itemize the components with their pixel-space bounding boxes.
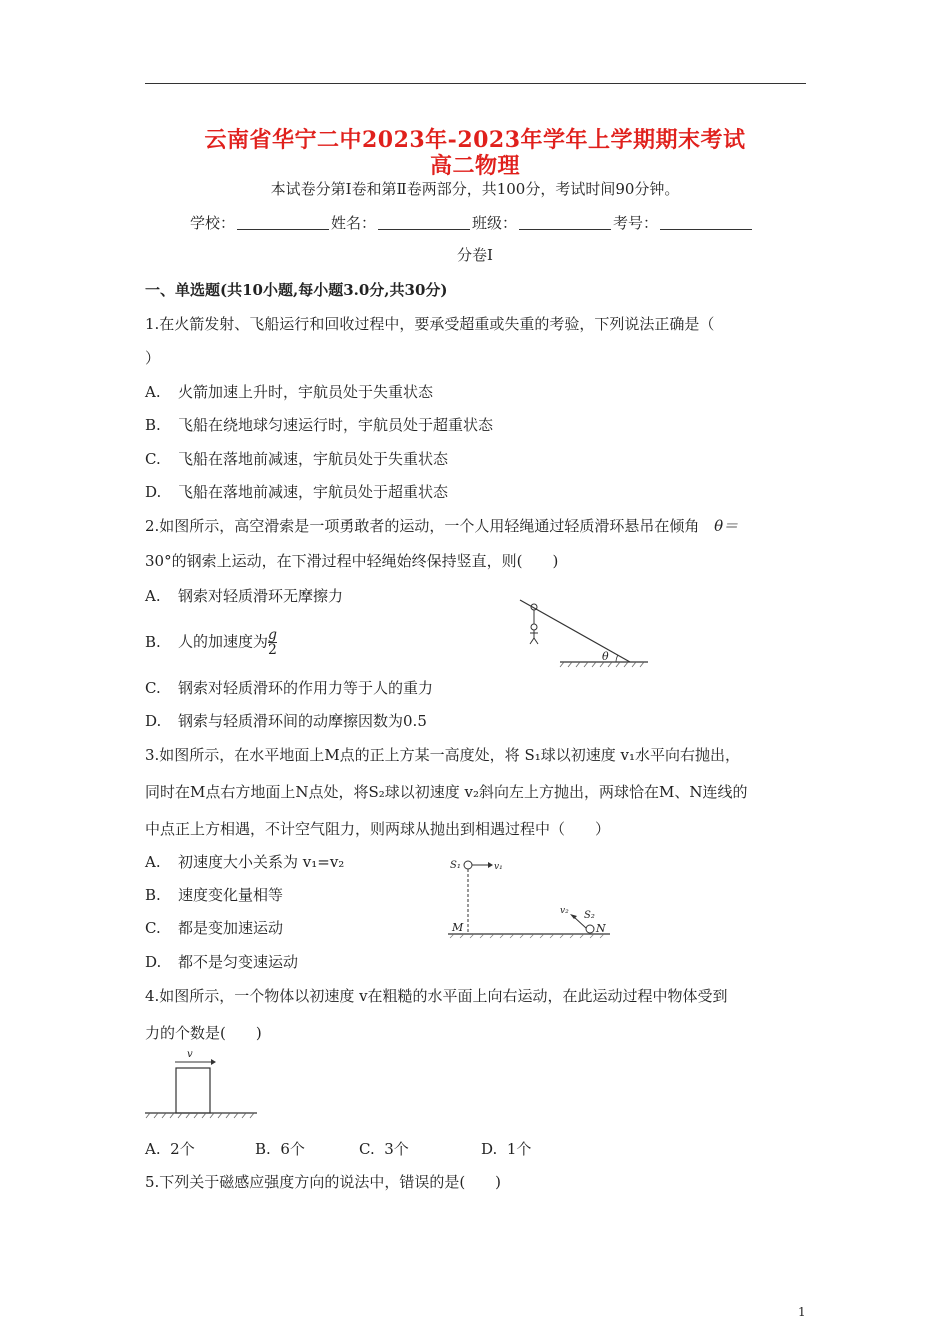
q4-option-b (255, 1138, 359, 1159)
option-label: A. (145, 853, 161, 871)
ball-s1-icon (464, 861, 472, 869)
fraction-numerator: g (268, 627, 277, 643)
person-icon (530, 624, 538, 644)
q1-option-d (145, 481, 448, 502)
ball-s2-icon (586, 925, 594, 933)
option-text: 都不是匀变速运动 (178, 953, 299, 971)
exam-no-label: 考号： (613, 214, 659, 232)
option-label: C. (145, 450, 161, 468)
option-label: B. (145, 416, 161, 434)
q2-stem-line2: 30°的钢索上运动，在下滑过程中轻绳始终保持竖直，则( ) (145, 552, 559, 570)
angle-arc (616, 655, 618, 662)
fraction-denominator: 2 (268, 642, 277, 658)
q2-option-b (145, 628, 277, 657)
q1-option-a (145, 381, 433, 402)
section-label: 分卷Ⅰ (457, 246, 493, 264)
q3-option-c (145, 917, 283, 938)
velocity-arrowhead-icon (211, 1059, 216, 1065)
q4-option-a (145, 1138, 255, 1159)
exam-subtitle: 高二物理 (429, 153, 520, 179)
ground-hatch (146, 1113, 254, 1118)
angle-label: θ (602, 650, 609, 663)
option-text: 2个 (170, 1140, 195, 1158)
q1-option-c (145, 448, 448, 469)
option-label: D. (145, 712, 162, 730)
option-text: 都是变加速运动 (178, 919, 284, 937)
exam-no-blank (660, 215, 752, 230)
option-text: 初速度大小关系为 v₁=v₂ (178, 853, 345, 871)
option-text: 钢索与轻质滑环间的动摩擦因数为0.5 (178, 712, 427, 730)
q4-stem-line2: 力的个数是( ) (145, 1024, 262, 1042)
s2-label: S₂ (584, 910, 595, 921)
q1-option-b (145, 414, 493, 435)
school-blank (237, 215, 329, 230)
q4-options (145, 1138, 531, 1159)
option-text: 钢索对轻质滑环无摩擦力 (178, 587, 344, 605)
v1-label: v₁ (494, 862, 503, 872)
option-text: 1个 (506, 1140, 532, 1158)
exam-title: 云南省华宁二中2023年-2023年学年上学期期末考试 (204, 127, 746, 153)
header-rule (145, 83, 806, 84)
q2-theta: θ＝ (714, 517, 739, 535)
q3-option-b (145, 884, 283, 905)
class-blank (519, 215, 611, 230)
g-over-2-fraction (268, 628, 277, 657)
option-text: 3个 (384, 1140, 409, 1158)
q1-stem-line2: ） (145, 349, 161, 367)
v1-arrowhead-icon (488, 862, 493, 868)
option-label: A. (145, 1140, 161, 1158)
q4-option-d (481, 1140, 531, 1158)
option-label: B. (255, 1140, 271, 1158)
v2-label: v₂ (560, 906, 569, 916)
option-label: A. (145, 383, 161, 401)
block (176, 1068, 210, 1113)
info-fields (190, 212, 754, 233)
option-label: C. (359, 1140, 375, 1158)
option-text: 飞船在落地前减速，宇航员处于失重状态 (178, 450, 449, 468)
school-label: 学校： (190, 214, 236, 232)
q2-stem-text: 2.如图所示，高空滑索是一项勇敢者的运动，一个人用轻绳通过轻质滑环悬吊在倾角 (145, 517, 700, 535)
q3-option-a (145, 851, 344, 872)
name-blank (378, 215, 470, 230)
option-label: D. (145, 953, 162, 971)
exam-intro: 本试卷分第Ⅰ卷和第Ⅱ卷两部分，共100分，考试时间90分钟。 (270, 180, 680, 198)
class-label: 班级： (472, 214, 518, 232)
option-label: D. (145, 483, 162, 501)
q5-stem: 5.下列关于磁感应强度方向的说法中，错误的是( ) (145, 1173, 502, 1191)
q3-option-d (145, 951, 298, 972)
q2-stem-line1 (145, 515, 738, 536)
option-text: 飞船在落地前减速，宇航员处于超重状态 (178, 483, 449, 501)
q1-stem-line1: 1.在火箭发射、飞船运行和回收过程中，要承受超重或失重的考验，下列说法正确是（ (145, 315, 715, 333)
q4-option-c (359, 1138, 481, 1159)
option-label: C. (145, 679, 161, 697)
option-label: C. (145, 919, 161, 937)
v-label: v (187, 1049, 193, 1060)
page-number: 1 (798, 1305, 806, 1319)
option-label: B. (145, 632, 161, 651)
option-text: 速度变化量相等 (178, 886, 284, 904)
option-text: 飞船在绕地球匀速运行时，宇航员处于超重状态 (178, 416, 494, 434)
q3-stem-line2: 同时在M点右方地面上N点处，将S₂球以初速度 v₂斜向左上方抛出，两球恰在M、N连线的 (145, 783, 748, 801)
m-label: M (452, 921, 464, 934)
q3-projectile-figure (448, 852, 613, 940)
q3-stem-line1: 3.如图所示，在水平地面上M点的正上方某一高度处，将 S₁球以初速度 v₁水平向右抛出， (145, 746, 740, 764)
option-label: A. (145, 587, 161, 605)
option-text: 火箭加速上升时，宇航员处于失重状态 (178, 383, 434, 401)
option-text: 人的加速度为 (178, 632, 269, 651)
q4-block-figure (145, 1048, 260, 1120)
option-label: D. (481, 1140, 498, 1158)
q2-zipline-figure (520, 598, 655, 668)
option-text: 钢索对轻质滑环的作用力等于人的重力 (178, 679, 434, 697)
q2-option-a (145, 585, 343, 606)
q4-stem-line1: 4.如图所示，一个物体以初速度 v在粗糙的水平面上向右运动，在此运动过程中物体受到 (145, 987, 728, 1005)
q2-option-c (145, 677, 433, 698)
name-label: 姓名： (331, 214, 377, 232)
section1-title: 一、单选题(共10小题,每小题3.0分,共30分) (145, 281, 448, 299)
q2-option-d (145, 710, 427, 731)
option-text: 6个 (280, 1140, 305, 1158)
q3-stem-line3: 中点正上方相遇，不计空气阻力，则两球从抛出到相遇过程中（ ） (145, 820, 611, 838)
option-label: B. (145, 886, 161, 904)
s1-label: S₁ (450, 860, 461, 871)
n-label: N (596, 922, 606, 935)
